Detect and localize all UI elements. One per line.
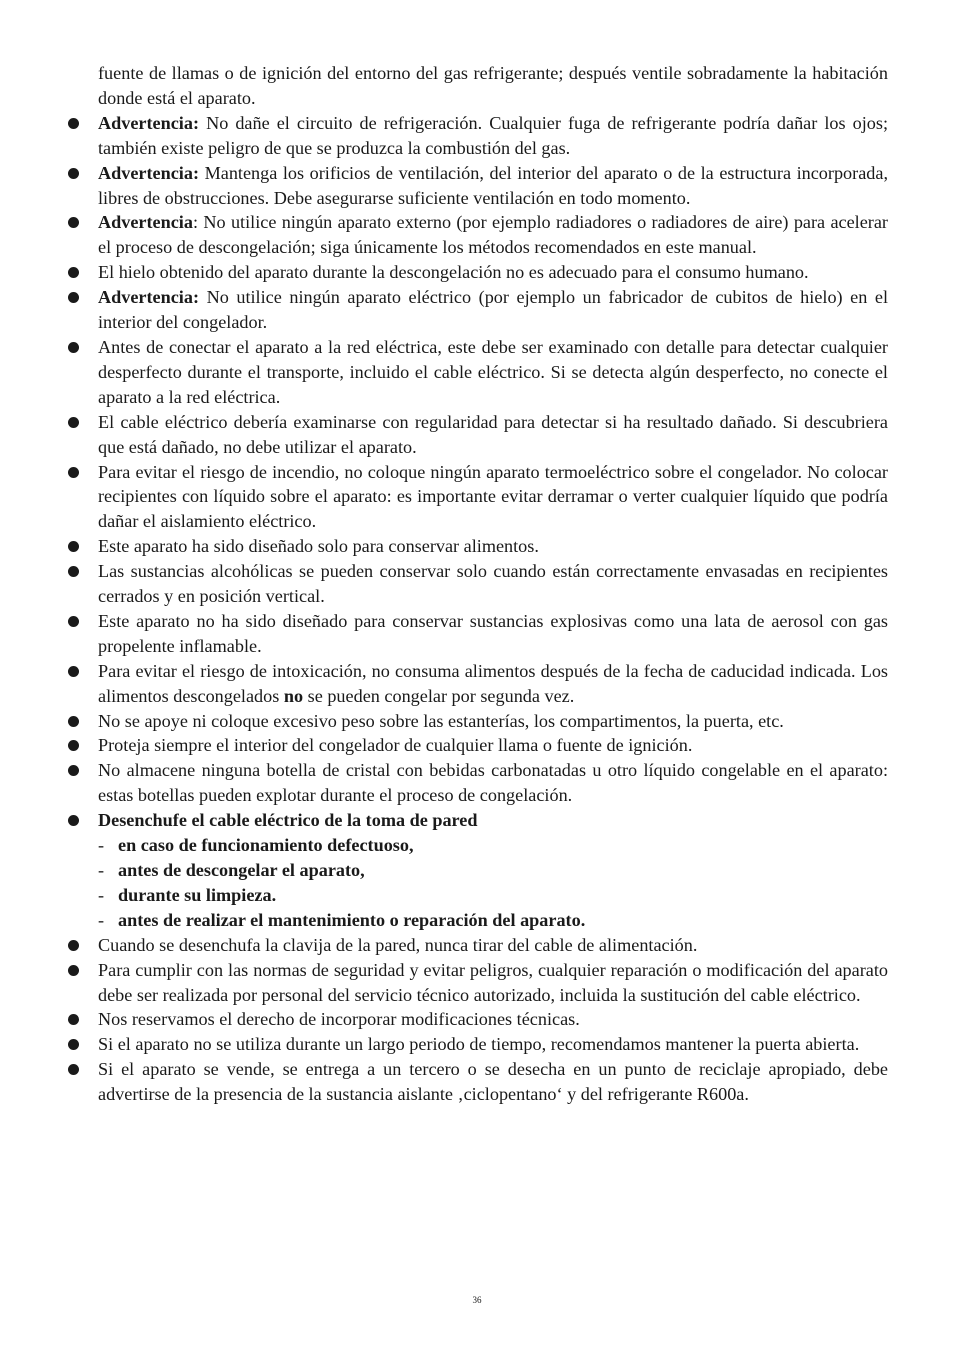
sublist-item [98, 883, 888, 908]
dash-marker: - [98, 860, 105, 880]
list-item-unplug [98, 808, 888, 933]
item-text: Si el aparato no se utiliza durante un largo periodo de tiempo, recomendamos mantener la puerta abierta. [98, 1034, 860, 1055]
bullet-icon [68, 815, 79, 826]
item-text: Mantenga los orificios de ventilación, del interior del aparato o de la estructura incorporada, libres de obstrucciones. Debe asegurarse suficiente ventilación en todo momento. [98, 162, 888, 208]
bullet-icon [68, 118, 79, 129]
list-item [98, 460, 888, 535]
bullet-icon [68, 566, 79, 577]
list-item [98, 410, 888, 460]
sublist-text: en caso de funcionamiento defectuoso, [118, 835, 414, 856]
sublist-text: antes de descongelar el aparato, [118, 860, 365, 880]
bullet-icon [68, 1064, 79, 1075]
list-item [98, 733, 888, 758]
sublist-item [98, 908, 888, 933]
bullet-icon [68, 417, 79, 428]
warning-label: Advertencia: [98, 162, 200, 183]
bullet-icon [68, 940, 79, 951]
page-number: 36 [472, 1295, 482, 1305]
sublist-item [98, 858, 888, 883]
bullet-icon [68, 1039, 79, 1050]
warning-label: Advertencia: [98, 287, 200, 308]
item-text: Nos reservamos el derecho de incorporar modificaciones técnicas. [98, 1009, 580, 1030]
item-text: Cuando se desenchufa la clavija de la pared, nunca tirar del cable de alimentación. [98, 934, 698, 955]
item-text: No almacene ninguna botella de cristal con bebidas carbonatadas u otro líquido congelable en el aparato: estas botellas pueden explotar durante el proceso de congelación. [98, 760, 888, 806]
bullet-icon [68, 292, 79, 303]
list-item [98, 609, 888, 659]
bullet-icon [68, 965, 79, 976]
bullet-icon [68, 765, 79, 776]
dash-marker: - [98, 909, 105, 930]
list-item [98, 534, 888, 559]
item-text: Las sustancias alcohólicas se pueden conservar solo cuando están correctamente envasadas en recipientes cerrados y en posición vertical. [98, 561, 888, 607]
bullet-icon [68, 1014, 79, 1025]
list-item [98, 111, 888, 161]
item-text: : No utilice ningún aparato externo (por ejemplo radiadores o radiadores de aire) para acelerar el proceso de descongelación; siga únicamente los métodos recomendados en este manual. [98, 212, 888, 258]
item-text: Si el aparato se vende, se entrega a un tercero o se desecha en un punto de reciclaje apropiado, debe advertirse de la presencia de la sustancia aislante ‚ciclopentano‘ y del refrigerante R600a. [98, 1059, 888, 1105]
sublist-item [98, 833, 888, 858]
list-item [98, 260, 888, 285]
list-item [98, 1007, 888, 1032]
unplug-sublist [98, 833, 888, 933]
item-text: El cable eléctrico debería examinarse con regularidad para detectar si ha resultado dañado. Si descubriera que está dañado, no debe utilizar el aparato. [98, 411, 888, 457]
item-text: No utilice ningún aparato eléctrico (por ejemplo un fabricador de cubitos de hielo) en el interior del congelador. [98, 287, 888, 333]
bullet-icon [68, 467, 79, 478]
emphasis-no: no [283, 685, 304, 706]
bullet-icon [68, 342, 79, 353]
list-item [98, 559, 888, 609]
list-item [98, 210, 888, 260]
safety-list [98, 111, 888, 1107]
list-item [98, 285, 888, 335]
list-item [98, 933, 888, 958]
bullet-icon [68, 666, 79, 677]
unplug-heading: Desenchufe el cable eléctrico de la toma de pared [98, 810, 478, 831]
item-text: El hielo obtenido del aparato durante la descongelación no es adecuado para el consumo humano. [98, 262, 809, 283]
item-text: Este aparato no ha sido diseñado para conservar sustancias explosivas como una lata de aerosol con gas propelente inflamable. [98, 610, 888, 656]
list-item [98, 758, 888, 808]
dash-marker: - [98, 884, 105, 905]
list-item [98, 1057, 888, 1107]
sublist-text: antes de realizar el mantenimiento o reparación del aparato. [118, 909, 586, 930]
bullet-icon [68, 616, 79, 627]
sublist-text: durante su limpieza. [118, 884, 277, 905]
page-content [98, 61, 888, 1107]
intro-paragraph: fuente de llamas o de ignición del entorno del gas refrigerante; después ventile sobradamente la habitación donde está el aparato. [98, 63, 888, 108]
bullet-icon [68, 541, 79, 552]
item-text: Proteja siempre el interior del congelador de cualquier llama o fuente de ignición. [98, 735, 693, 756]
item-text: No dañe el circuito de refrigeración. Cualquier fuga de refrigerante podría dañar los ojos; también existe peligro de que se produzca la combustión del gas. [98, 112, 888, 158]
list-item [98, 709, 888, 734]
warning-label: Advertencia [98, 212, 193, 233]
item-text: Para evitar el riesgo de incendio, no coloque ningún aparato termoeléctrico sobre el congelador. No colocar recipientes con líquido sobre el aparato: es importante evitar derramar o verter cualquier líquido que podría dañar el aislamiento eléctrico. [98, 461, 888, 532]
list-item [98, 335, 888, 410]
bullet-icon [68, 217, 79, 228]
bullet-icon [68, 716, 79, 727]
item-text: Antes de conectar el aparato a la red eléctrica, este debe ser examinado con detalle para detectar cualquier desperfecto durante el transporte, incluido el cable eléctrico. Si se detecta algún desperfecto, no conecte el aparato a la red eléctrica. [98, 336, 888, 407]
item-text: Para evitar el riesgo de intoxicación, no consuma alimentos después de la fecha de caducidad indicada. Los alimentos descongelados [98, 660, 888, 706]
bullet-icon [68, 168, 79, 179]
bullet-icon [68, 740, 79, 751]
list-item [98, 161, 888, 211]
list-item [98, 1032, 888, 1057]
item-text: No se apoye ni coloque excesivo peso sobre las estanterías, los compartimentos, la puerta, etc. [98, 710, 784, 731]
bullet-icon [68, 267, 79, 278]
list-item-intoxication [98, 659, 888, 709]
warning-label: Advertencia: [98, 112, 200, 133]
item-text: Para cumplir con las normas de seguridad y evitar peligros, cualquier reparación o modificación del aparato debe ser realizada por personal del servicio técnico autorizado, incluida la sustitución del cable eléctrico. [98, 959, 888, 1005]
list-item [98, 958, 888, 1008]
item-text: Este aparato ha sido diseñado solo para conservar alimentos. [98, 536, 539, 557]
dash-marker: - [98, 835, 105, 856]
item-text: se pueden congelar por segunda vez. [303, 685, 575, 706]
